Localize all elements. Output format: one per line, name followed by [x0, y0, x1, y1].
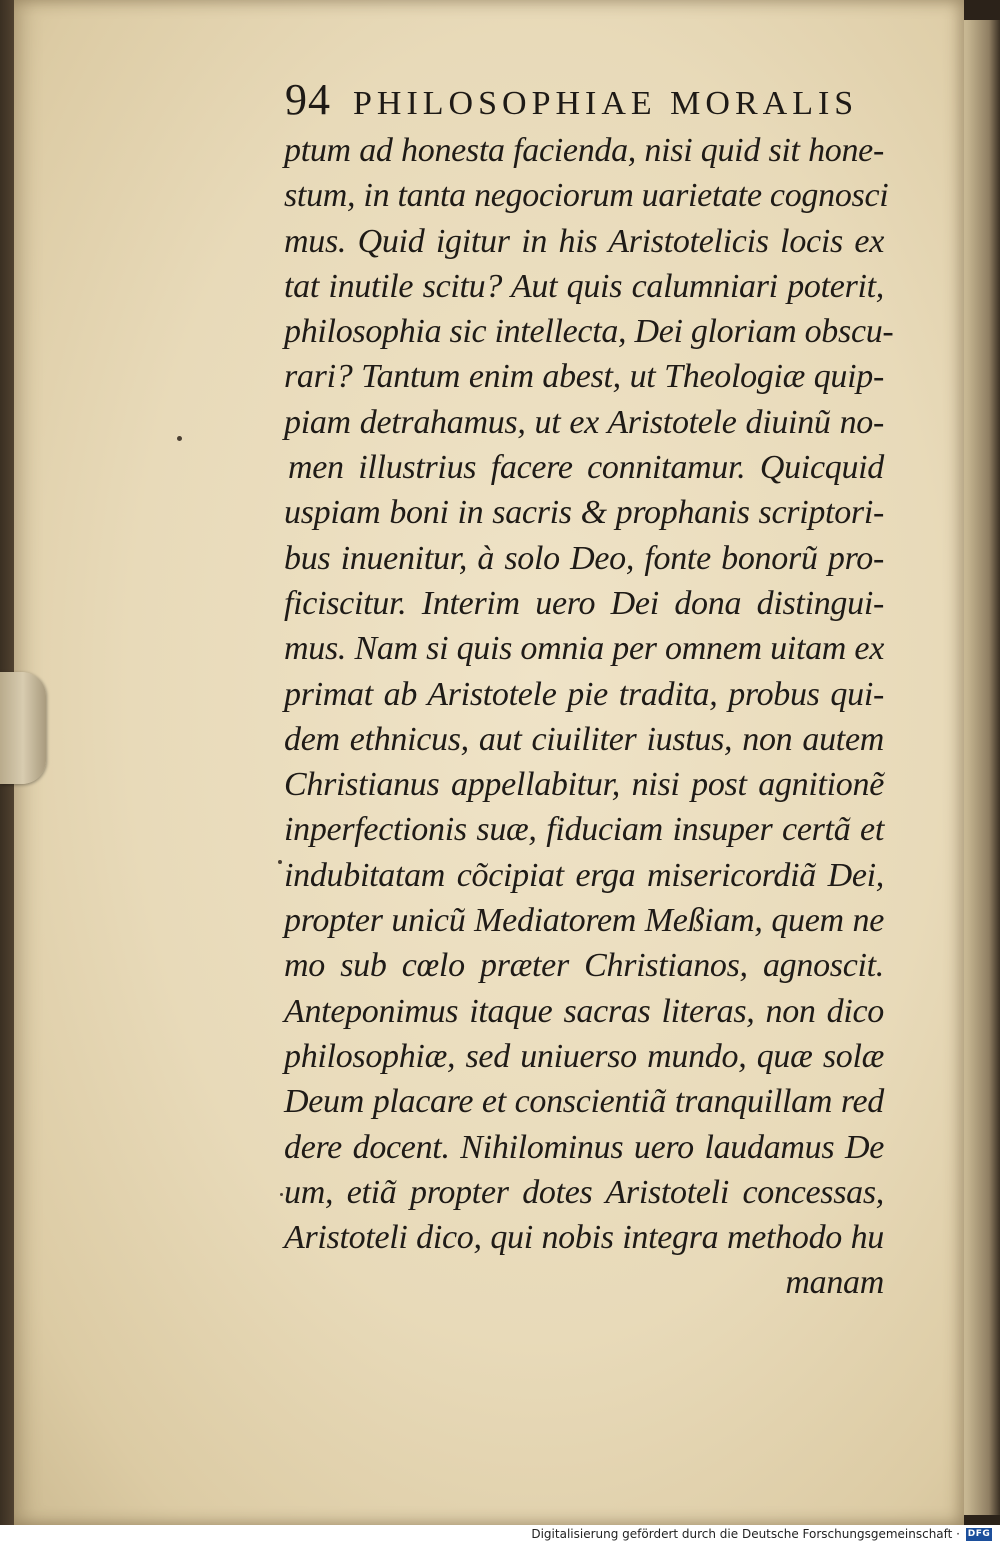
text-line: philosophiæ, sed uniuerso mundo, quæ solæ — [284, 1037, 884, 1075]
running-title: PHILOSOPHIAE MORALIS — [353, 85, 859, 122]
bookmark-tab — [0, 672, 46, 784]
text-line: mus. Quid igitur in his Aristotelicis locis ex — [284, 222, 884, 260]
margin-mark — [177, 436, 182, 441]
funding-credit: Digitalisierung gefördert durch die Deutsche Forschungsgemeinschaft · — [531, 1527, 960, 1541]
text-line: stum, in tanta negociorum uarietate cognosci — [284, 177, 889, 215]
text-line: Aristoteli dico, qui nobis integra methodo hu — [284, 1219, 884, 1257]
catchword: manam — [785, 1264, 884, 1302]
text-line: mus. Nam si quis omnia per omnem uitam ex — [284, 630, 884, 668]
text-line: tat inutile scitu? Aut quis calumniari poterit, — [284, 267, 884, 305]
text-line: indubitatam cõcipiat erga misericordiã Dei, — [284, 856, 884, 894]
text-line: ficiscitur. Interim uero Dei dona distingui- — [284, 584, 884, 622]
text-line: dem ethnicus, aut ciuiliter iustus, non autem — [284, 720, 884, 758]
text-line: Deum placare et conscientiã tranquillam red — [284, 1083, 884, 1121]
text-line: um, etiã propter dotes Aristoteli concessas, — [284, 1173, 884, 1211]
text-line: mo sub cœlo præter Christianos, agnoscit. — [284, 947, 884, 985]
text-line: ptum ad honesta facienda, nisi quid sit hone- — [284, 132, 884, 169]
text-line: Christianus appellabitur, nisi post agnitionẽ — [284, 766, 884, 804]
text-line: Anteponimus itaque sacras literas, non dico — [284, 992, 884, 1030]
text-line: primat ab Aristotele pie tradita, probus qui- — [284, 675, 884, 713]
text-line: propter unicũ Mediatorem Meßiam, quem ne — [284, 902, 884, 940]
text-line: bus inuenitur, à solo Deo, fonte bonorũ pro- — [284, 539, 884, 577]
text-line: men illustrius facere connitamur. Quicquid — [288, 449, 884, 487]
text-line: rari? Tantum enim abest, ut Theologiæ quip- — [284, 358, 884, 396]
text-line: dere docent. Nihilominus uero laudamus De — [284, 1128, 884, 1166]
margin-mark — [280, 1193, 283, 1196]
margin-mark — [278, 860, 282, 864]
text-line: inperfectionis suæ, fiduciam insuper certã et — [284, 811, 884, 849]
text-line: philosophia sic intellecta, Dei gloriam obscu- — [284, 313, 894, 351]
body-text — [284, 128, 894, 1306]
page-number: 94 — [285, 75, 331, 124]
text-line: piam detrahamus, ut ex Aristotele diuinũ no- — [284, 403, 884, 441]
dfg-logo: DFG — [967, 1529, 991, 1539]
running-head — [285, 74, 885, 132]
text-line: uspiam boni in sacris & prophanis scriptori- — [284, 494, 884, 532]
